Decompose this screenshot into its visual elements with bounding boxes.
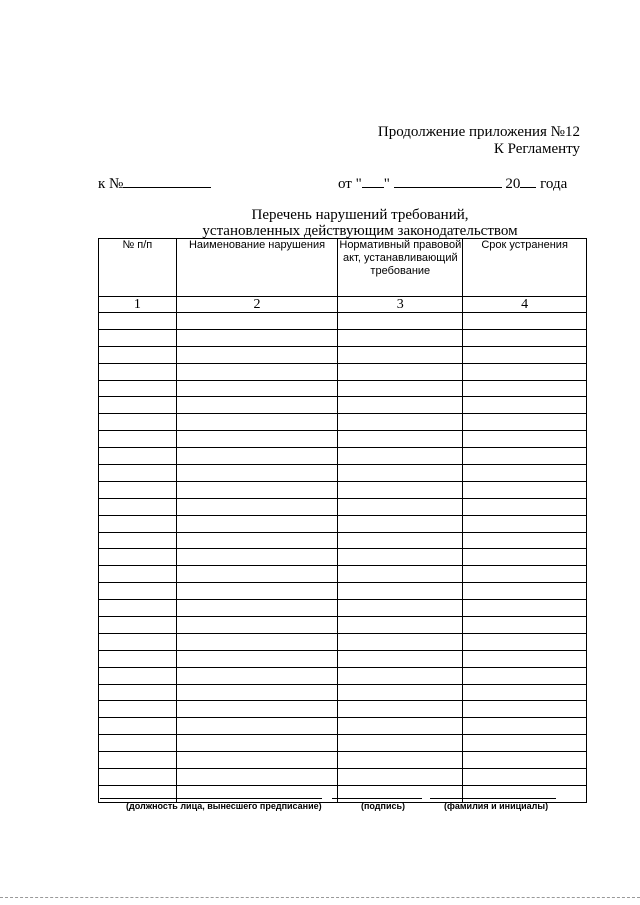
table-cell [463,532,587,549]
table-cell [99,684,177,701]
table-cell [99,329,177,346]
table-cell [176,380,338,397]
table-cell [99,515,177,532]
table-row [99,633,587,650]
table-cell [176,600,338,617]
table-cell [176,448,338,465]
table-cell [99,785,177,802]
table-cell [176,498,338,515]
table-row [99,617,587,634]
table-cell [463,380,587,397]
name-label: (фамилия и инициалы) [444,801,549,811]
year-suffix: года [540,176,568,192]
number-blank [123,174,211,188]
table-cell [176,752,338,769]
table-cell [463,448,587,465]
table-cell [463,431,587,448]
table-row [99,465,587,482]
table-cell [99,380,177,397]
column-number: 2 [176,297,338,313]
column-number: 4 [463,297,587,313]
table-cell [463,465,587,482]
table-cell [338,752,463,769]
table-cell [176,718,338,735]
table-cell [338,650,463,667]
table-cell [176,313,338,330]
position-signature-line [100,798,322,799]
table-cell [176,667,338,684]
table-cell [99,566,177,583]
table-cell [463,397,587,414]
table-cell [99,431,177,448]
table-cell [176,397,338,414]
table-cell [176,701,338,718]
table-cell [176,515,338,532]
table-cell [99,617,177,634]
position-label: (должность лица, вынесшего предписание) [126,801,322,811]
table-row [99,346,587,363]
table-cell [338,380,463,397]
table-cell [176,481,338,498]
table-cell [176,329,338,346]
day-blank [362,174,384,188]
table-row [99,515,587,532]
table-cell [338,718,463,735]
table-cell [99,481,177,498]
header-normative-act: Нормативный правовой акт, устанавливающий требование [338,239,463,297]
table-cell [338,566,463,583]
table-row [99,684,587,701]
table-cell [463,498,587,515]
table-row [99,752,587,769]
list-title-line2: установленных действующим законодательством [202,223,518,239]
table-row [99,397,587,414]
table-cell [338,549,463,566]
table-cell [338,667,463,684]
table-cell [99,769,177,786]
appendix-continuation-heading: Продолжение приложения №12 [377,124,580,140]
table-row [99,650,587,667]
table-row [99,785,587,802]
table-cell [99,752,177,769]
table-row [99,363,587,380]
table-cell [176,431,338,448]
name-signature-line [430,798,556,799]
table-cell [99,701,177,718]
table-cell [338,583,463,600]
table-cell [99,498,177,515]
table-cell [463,633,587,650]
table-cell [463,346,587,363]
table-cell [99,448,177,465]
table-cell [338,465,463,482]
table-cell [99,718,177,735]
table-cell [338,498,463,515]
header-violation-name: Наименование нарушения [176,239,338,297]
table-cell [176,684,338,701]
table-cell [338,431,463,448]
year-blank [520,174,536,188]
table-cell [338,617,463,634]
document-number-field [98,174,211,193]
table-cell [338,785,463,802]
table-cell [176,785,338,802]
table-cell [463,481,587,498]
table-cell [338,600,463,617]
table-cell [176,735,338,752]
table-cell [338,735,463,752]
date-quote-close: " [383,176,390,192]
list-title-line1: Перечень нарушений требований, [251,207,469,223]
table-cell [338,633,463,650]
table-row [99,566,587,583]
table-cell [463,600,587,617]
table-cell [99,600,177,617]
date-prefix: от " [338,176,362,192]
table-cell [338,363,463,380]
table-header-row [99,239,587,297]
table-cell [463,667,587,684]
table-cell [463,735,587,752]
table-cell [99,313,177,330]
regulation-reference: К Регламенту [493,141,580,157]
number-prefix: к № [98,176,124,192]
table-row [99,414,587,431]
table-row [99,701,587,718]
table-row [99,532,587,549]
table-cell [338,329,463,346]
table-cell [176,583,338,600]
table-cell [338,414,463,431]
table-cell [463,549,587,566]
table-cell [99,583,177,600]
table-row [99,735,587,752]
column-number: 1 [99,297,177,313]
column-numbers-row [99,297,587,313]
table-cell [463,329,587,346]
table-cell [99,735,177,752]
table-cell [99,549,177,566]
table-cell [99,465,177,482]
table-cell [99,650,177,667]
table-row [99,329,587,346]
table-cell [176,465,338,482]
signature-label: (подпись) [361,801,406,811]
table-cell [463,701,587,718]
table-row [99,431,587,448]
table-cell [338,515,463,532]
table-row [99,313,587,330]
table-cell [338,684,463,701]
table-row [99,448,587,465]
table-cell [338,481,463,498]
table-cell [463,650,587,667]
header-item-number: № п/п [99,239,177,297]
table-cell [176,414,338,431]
table-cell [463,617,587,634]
table-cell [463,769,587,786]
month-blank [394,174,502,188]
column-number: 3 [338,297,463,313]
table-row [99,380,587,397]
table-cell [463,785,587,802]
table-cell [463,515,587,532]
table-cell [463,684,587,701]
table-cell [99,414,177,431]
table-cell [338,448,463,465]
table-row [99,481,587,498]
table-cell [338,769,463,786]
table-cell [99,363,177,380]
table-cell [338,346,463,363]
table-cell [176,633,338,650]
table-cell [176,532,338,549]
table-cell [338,313,463,330]
table-row [99,667,587,684]
table-cell [176,363,338,380]
table-cell [463,414,587,431]
table-cell [338,397,463,414]
table-cell [463,583,587,600]
table-cell [463,718,587,735]
table-cell [176,617,338,634]
table-row [99,583,587,600]
table-cell [99,397,177,414]
table-row [99,549,587,566]
table-row [99,769,587,786]
page-bottom-rule [0,897,640,898]
signature-line [332,798,422,799]
table-cell [463,363,587,380]
table-cell [338,701,463,718]
header-deadline: Срок устранения [463,239,587,297]
table-row [99,498,587,515]
table-cell [99,667,177,684]
table-cell [176,346,338,363]
table-cell [176,566,338,583]
violations-table [98,238,587,803]
table-cell [176,650,338,667]
table-cell [463,313,587,330]
table-cell [463,752,587,769]
table-cell [463,566,587,583]
document-date-field [338,174,567,193]
table-cell [338,532,463,549]
table-cell [176,549,338,566]
table-cell [99,633,177,650]
year-prefix: 20 [505,176,521,192]
table-row [99,600,587,617]
table-cell [99,532,177,549]
table-cell [176,769,338,786]
table-cell [99,346,177,363]
table-row [99,718,587,735]
